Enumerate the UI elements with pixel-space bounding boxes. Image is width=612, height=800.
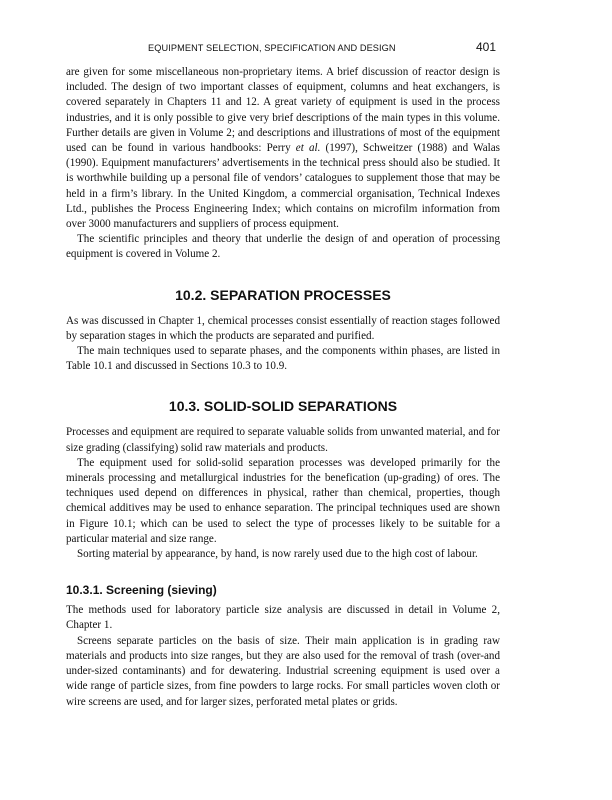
page-number: 401 [476, 40, 497, 54]
intro-paragraph-1 [66, 65, 500, 232]
subsection-heading-screening: 10.3.1. Screening (sieving) [66, 583, 217, 598]
separation-paragraph-2: The main techniques used to separate phases, and the components within phases, are listed in Table 10.1 and discussed in Sections 10.3 to 10.9. [66, 345, 500, 373]
solid-solid-paragraph-1: Processes and equipment are required to separate valuable solids from unwanted material, and for size grading (classifying) solid raw materials and products. [66, 426, 500, 454]
screening-paragraph-2: Screens separate particles on the basis of size. Their main application is in grading raw materials and products into size ranges, but they are also used for the removal of trash (over-and under-sized contaminants) and for dewatering. Industrial screening equipment is used over a wide range of particle sizes, from fine powders to large rocks. For small particles woven cloth or wire screens are used, and for larger sizes, perforated metal plates or grids. [66, 634, 500, 708]
page-body [66, 65, 500, 710]
intro-italic-et-al: et al. [295, 142, 321, 155]
running-header-title: EQUIPMENT SELECTION, SPECIFICATION AND DESIGN [148, 43, 396, 53]
separation-paragraph-1: As was discussed in Chapter 1, chemical processes consist essentially of reaction stages followed by separation stages in which the products are separated and purified. [66, 314, 500, 342]
solid-solid-paragraph-3: Sorting material by appearance, by hand, is now rarely used due to the high cost of labour. [77, 548, 478, 561]
solid-solid-paragraph-2: The equipment used for solid-solid separation processes was developed primarily for the minerals processing and metallurgical industries for the benefication (up-grading) of ores. The techniques used depend on differences in physical, rather than chemical, properties, though chemical additives may be used to enhance separation. The principal techniques used are shown in Figure 10.1; which can be used to select the type of processes likely to be suitable for a particular material and size range. [66, 456, 500, 545]
section-heading-solid-solid-separations: 10.3. SOLID-SOLID SEPARATIONS [168, 398, 398, 415]
intro-text-part-a: are given for some miscellaneous non-proprietary items. A brief discussion of reactor design is included. The design of two important classes of equipment, columns and heat exchangers, is covered separately in Chapters 11 and 12. A great variety of equipment is used in the process industries, and it is only possible to give very brief descriptions of the main types in this volume. Further details are given in Volume 2; and descriptions and illustrations of most of the equipment used can be found in various handbooks: Perry [66, 66, 500, 155]
section-heading-separation-processes: 10.2. SEPARATION PROCESSES [175, 286, 391, 303]
intro-paragraph-2: The scientific principles and theory that underlie the design of and operation of processing equipment is covered in Volume 2. [66, 233, 500, 261]
screening-paragraph-1: The methods used for laboratory particle size analysis are discussed in detail in Volume 2, Chapter 1. [66, 604, 500, 632]
intro-text-part-b: (1997), Schweitzer (1988) and Walas (1990). Equipment manufacturers’ advertisements in the technical press should also be studied. It is worthwhile building up a personal file of vendors’ catalogues to supplement those that may be held in a firm’s library. In the United Kingdom, a commercial organisation, Technical Indexes Ltd., publishes the Process Engineering Index; which contains on microfilm information from over 3000 manufacturers and suppliers of process equipment. [66, 142, 500, 231]
